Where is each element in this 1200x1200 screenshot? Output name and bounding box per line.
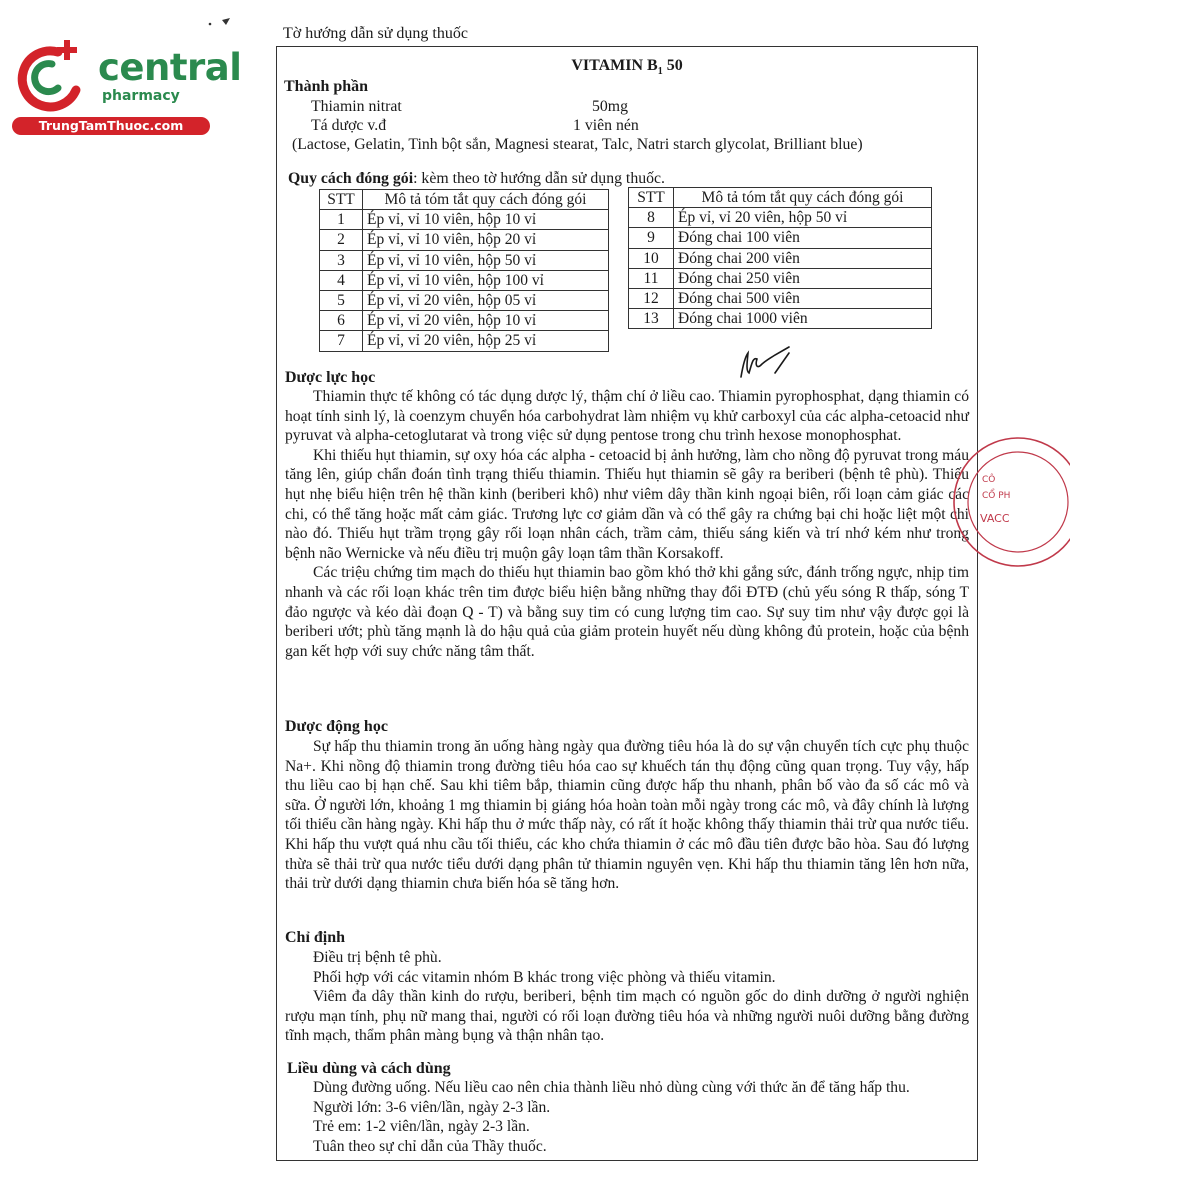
cell-desc: Đóng chai 250 viên — [674, 268, 932, 288]
list-item: Dùng đường uống. Nếu liều cao nên chia thành liều nhỏ dùng cùng với thức ăn để tăng hấp thu. — [313, 1079, 910, 1096]
central-logo-mark-icon — [10, 38, 90, 116]
column-header-stt: STT — [629, 188, 674, 208]
excipients-list: (Lactose, Gelatin, Tinh bột sắn, Magnesi stearat, Talc, Natri starch glycolat, Brilliant blue) — [292, 136, 863, 153]
column-header-desc: Mô tả tóm tắt quy cách đóng gói — [363, 190, 609, 210]
table-row — [320, 331, 609, 351]
list-item: Viêm đa dây thần kinh do rượu, beriberi, bệnh tim mạch có nguồn gốc do dinh dưỡng ở người nghiện rượu mạn tính, phụ nữ mang thai, người có rối loạn đường tiêu hóa và những người nuôi dưỡng bằng đường tĩnh mạch, thẩm phân màng bụng và thận nhân tạo. — [285, 988, 969, 1045]
indications-body — [285, 948, 969, 1046]
table-row — [629, 208, 932, 228]
ingredient-name: Thiamin nitrat — [311, 98, 402, 115]
table-row — [320, 290, 609, 310]
table-row — [629, 268, 932, 288]
pharmacodynamics-body — [285, 387, 969, 661]
pharmacokinetics-body — [285, 737, 969, 894]
cell-stt: 11 — [629, 268, 674, 288]
logo-wordmark: central — [98, 46, 242, 89]
cell-desc: Đóng chai 1000 viên — [674, 309, 932, 329]
column-header-desc: Mô tả tóm tắt quy cách đóng gói — [674, 188, 932, 208]
paragraph: Thiamin thực tế không có tác dụng dược lý, thậm chí ở liều cao. Thiamin pyrophosphat, dạng thiamin có hoạt tính sinh lý, là coenzym chuyển hóa carbohydrat làm nhiệm vụ khử carboxyl của các alpha-cetoacid như pyruvat và alpha-cetoglutarat và trong việc sử dụng pentose trong chu trình hexose monophosphat. — [285, 388, 969, 445]
stray-mark-icon — [196, 16, 236, 36]
cell-desc: Ép vỉ, vỉ 20 viên, hộp 25 vỉ — [363, 331, 609, 351]
ingredient-name: Tá dược v.đ — [311, 117, 387, 134]
packaging-note: : kèm theo tờ hướng dẫn sử dụng thuốc. — [413, 170, 665, 187]
cell-desc: Ép vỉ, vỉ 10 viên, hộp 20 vỉ — [363, 230, 609, 250]
cell-stt: 12 — [629, 288, 674, 308]
cell-desc: Ép vỉ, vỉ 20 viên, hộp 50 vỉ — [674, 208, 932, 228]
list-item: Trẻ em: 1-2 viên/lần, ngày 2-3 lần. — [313, 1118, 530, 1136]
dosage-body — [285, 1078, 969, 1156]
column-header-stt: STT — [320, 190, 363, 210]
composition-heading: Thành phần — [284, 78, 369, 95]
cell-stt: 4 — [320, 270, 363, 290]
ingredient-amount: 50mg — [592, 98, 628, 115]
pharmacodynamics-heading: Dược lực học — [285, 369, 376, 386]
cell-desc: Ép vỉ, vỉ 10 viên, hộp 50 vỉ — [363, 250, 609, 270]
leaflet-frame — [276, 46, 978, 1161]
table-row — [629, 228, 932, 248]
cell-stt: 8 — [629, 208, 674, 228]
cell-desc: Đóng chai 200 viên — [674, 248, 932, 268]
cell-desc: Ép vỉ, vỉ 10 viên, hộp 10 vỉ — [363, 210, 609, 230]
table-row — [320, 210, 609, 230]
signature-icon — [735, 343, 795, 383]
packaging-heading: Quy cách đóng gói — [288, 170, 414, 187]
table-header-row — [320, 190, 609, 210]
indications-heading: Chỉ định — [285, 929, 346, 946]
paragraph: Các triệu chứng tim mạch do thiếu hụt thiamin bao gồm khó thở khi gắng sức, đánh trống ngực, nhịp tim nhanh và các rối loạn khác trên tim được biểu hiện bằng những thay đổi ĐTĐ (chủ yếu sóng R thấp, sóng T đảo ngược và kéo dài đoạn Q - T) và bằng suy tim có cung lượng tim cao. Sự suy tim như vậy được gọi là beriberi ướt; phù tăng mạnh là do hậu quả của giảm protein huyết nếu dùng không đủ protein, hoặc của bệnh gan kết hợp với suy chức năng tâm thất. — [285, 564, 969, 660]
packaging-line — [288, 170, 665, 188]
table-row — [320, 230, 609, 250]
cell-stt: 1 — [320, 210, 363, 230]
paragraph: Sự hấp thu thiamin trong ăn uống hàng ngày qua đường tiêu hóa là do sự vận chuyển tích cực phụ thuộc Na+. Khi nồng độ thiamin trong đường tiêu hóa cao sự khuếch tán thụ động cũng quan trọng. Tuy vậy, hấp thu liều cao bị hạn chế. Sau khi tiêm bắp, thiamin cũng được hấp thu nhanh, phân bố vào đa số các mô và sữa. Ở người lớn, khoảng 1 mg thiamin bị giáng hóa hoàn toàn mỗi ngày trong các mô, và đây chính là lượng tối thiểu cần hàng ngày. Khi hấp thu ở mức thấp này, có rất ít hoặc không thấy thiamin thải trừ qua nước tiểu. Khi hấp thu vượt quá nhu cầu tối thiểu, các kho chứa thiamin ở các mô đầu tiên được bão hòa. Sau đó lượng thừa sẽ thải trừ qua nước tiểu dưới dạng phân tử thiamin nguyên vẹn. Khi hấp thu thiamin tăng lên hơn nữa, thải trừ dưới dạng thiamin chưa biến hóa sẽ tăng hơn. — [285, 738, 969, 893]
paragraph: Khi thiếu hụt thiamin, sự oxy hóa các alpha - cetoacid bị ảnh hưởng, làm cho nồng độ pyruvat trong máu tăng lên, giúp chẩn đoán tình trạng thiếu thiamin. Thiếu hụt thiamin sẽ gây ra beriberi (bệnh tê phù). Thiếu hụt nhẹ biểu hiện trên hệ thần kinh (beriberi khô) như viêm dây thần kinh ngoại biên, rối loạn cảm giác các chi, có thể tăng hoặc mất cảm giác. Trương lực cơ giảm dần và có thể gây ra chứng bại chi hoặc liệt một chi nào đó. Thiếu hụt trầm trọng gây rối loạn nhân cách, trầm cảm, thiếu sáng kiến và trí nhớ kém như trong bệnh não Wernicke và nếu điều trị muộn gây loạn tâm thần Korsakoff. — [285, 446, 969, 562]
dosage-heading: Liều dùng và cách dùng — [287, 1060, 451, 1077]
leaflet-header: Tờ hướng dẫn sử dụng thuốc — [283, 25, 468, 42]
packaging-table-right — [628, 187, 932, 329]
cell-stt: 13 — [629, 309, 674, 329]
packaging-table-left — [319, 189, 609, 352]
cell-stt: 7 — [320, 331, 363, 351]
list-item: Phối hợp với các vitamin nhóm B khác trong việc phòng và thiếu vitamin. — [313, 968, 776, 986]
cell-desc: Ép vỉ, vỉ 20 viên, hộp 10 vỉ — [363, 311, 609, 331]
product-title: VITAMIN $B_1$ 50 — [571, 57, 683, 78]
table-row — [320, 311, 609, 331]
table-row — [629, 309, 932, 329]
cell-stt: 5 — [320, 290, 363, 310]
list-item: Tuân theo sự chỉ dẫn của Thầy thuốc. — [313, 1137, 547, 1155]
cell-desc: Đóng chai 100 viên — [674, 228, 932, 248]
table-row — [629, 248, 932, 268]
central-pharmacy-logo[interactable] — [10, 38, 242, 138]
table-row — [320, 250, 609, 270]
logo-site-link[interactable]: TrungTamThuoc.com — [12, 117, 210, 135]
table-header-row — [629, 188, 932, 208]
cell-stt: 10 — [629, 248, 674, 268]
table-row — [629, 288, 932, 308]
pharmacokinetics-heading: Dược động học — [285, 718, 388, 735]
list-item: Điều trị bệnh tê phù. — [313, 949, 442, 966]
stamp-line: CỔ PH — [982, 491, 1011, 501]
cell-stt: 6 — [320, 311, 363, 331]
cell-desc: Ép vỉ, vỉ 10 viên, hộp 100 vỉ — [363, 270, 609, 290]
company-stamp-icon — [950, 432, 1070, 572]
table-row — [320, 270, 609, 290]
cell-desc: Đóng chai 500 viên — [674, 288, 932, 308]
cell-stt: 3 — [320, 250, 363, 270]
cell-desc: Ép vỉ, vỉ 20 viên, hộp 05 vỉ — [363, 290, 609, 310]
cell-stt: 9 — [629, 228, 674, 248]
stamp-line: CÔ — [982, 475, 996, 485]
logo-subtitle: pharmacy — [102, 88, 180, 104]
list-item: Người lớn: 3-6 viên/lần, ngày 2-3 lần. — [313, 1098, 551, 1116]
cell-stt: 2 — [320, 230, 363, 250]
stamp-line: VACC — [980, 512, 1010, 525]
ingredient-amount: 1 viên nén — [573, 117, 639, 134]
